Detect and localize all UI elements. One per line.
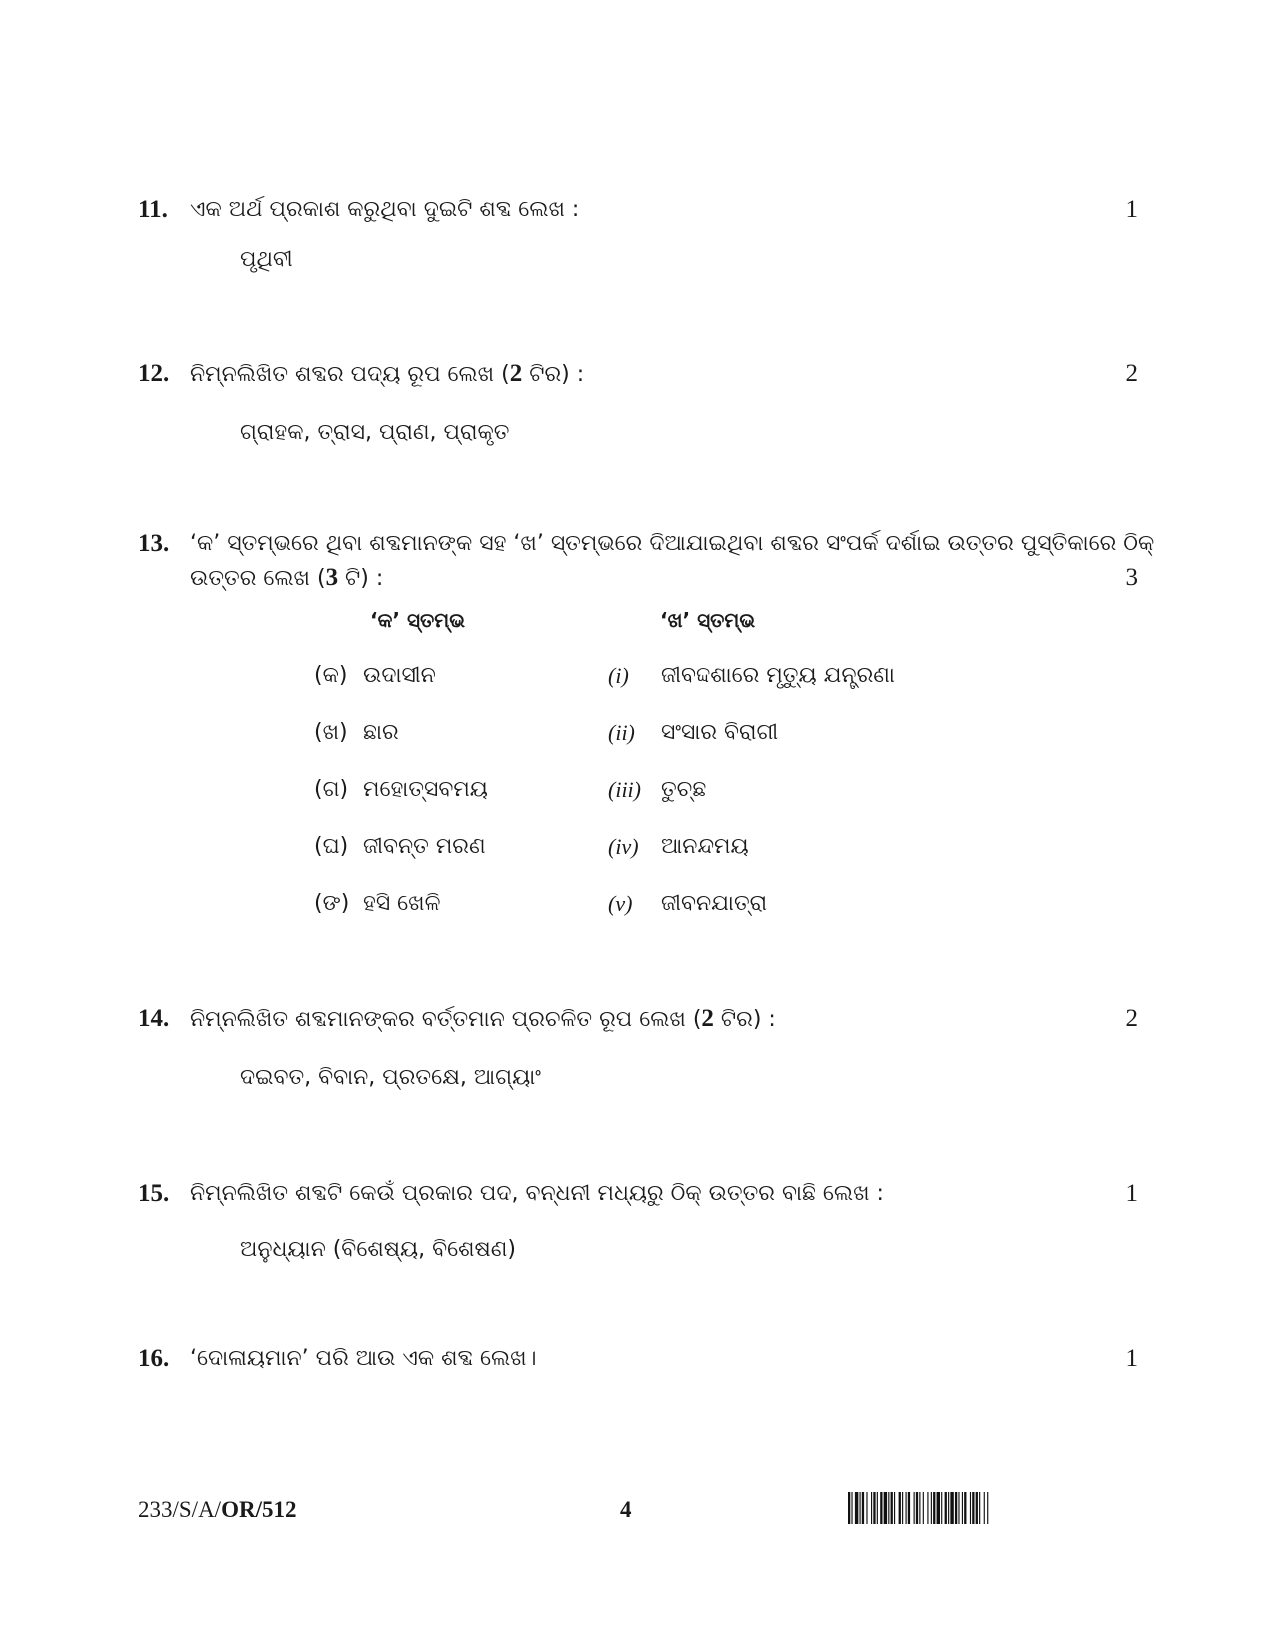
barcode-bar — [972, 1492, 974, 1524]
question-number: 12. — [138, 360, 170, 387]
column-b-label: (iii) — [608, 777, 641, 802]
column-b-label: (ii) — [608, 720, 635, 745]
column-a-label: (ଖ) — [314, 720, 348, 745]
column-b-text: ଜୀବନଯାତ୍ରା — [661, 891, 768, 916]
question-word: ପୃଥିବୀ — [240, 247, 293, 272]
question-16 — [138, 1343, 1138, 1375]
column-a-text: ଛାର — [363, 720, 399, 745]
question-number: 13. — [138, 530, 170, 557]
barcode-bar — [931, 1492, 932, 1524]
barcode-bar — [862, 1492, 864, 1524]
column-a-label: (ଗ) — [314, 777, 349, 802]
question-marks: 1 — [1125, 196, 1138, 223]
barcode-bar — [933, 1492, 935, 1524]
column-a-label: (ଙ) — [314, 891, 350, 916]
question-marks: 1 — [1125, 1180, 1138, 1207]
question-marks: 3 — [1125, 564, 1138, 591]
barcode-bar — [914, 1492, 915, 1524]
barcode-bar — [984, 1492, 985, 1524]
barcode-bar — [894, 1492, 895, 1524]
barcode-bar — [877, 1492, 878, 1524]
column-b-text: ସଂସାର ବିରାଗୀ — [661, 720, 779, 745]
barcode-bar — [916, 1492, 918, 1524]
question-text: ନିମ୍ନଲିଖିତ ଶବ୍ଦମାନଙ୍କର ବର୍ତ୍ତମାନ ପ୍ରଚଳିତ ରୂପ ଲେଖ (2 ଟିର) : — [190, 1005, 776, 1032]
barcode-bar — [880, 1492, 882, 1524]
question-text: ‘ଦୋଳାୟମାନ’ ପରି ଆଉ ଏକ ଶବ୍ଦ ଲେଖ। — [190, 1346, 537, 1371]
barcode-bar — [964, 1492, 966, 1524]
paper-code: 233/S/A/OR/512 — [138, 1497, 297, 1522]
column-b-text: ତୁଚ୍ଛ — [661, 777, 707, 802]
question-13 — [138, 528, 1155, 928]
barcode-bar — [955, 1492, 957, 1524]
barcode-bar — [902, 1492, 903, 1524]
column-b-label: (v) — [608, 891, 633, 916]
barcode-bar — [908, 1492, 910, 1524]
barcode-bar — [919, 1492, 920, 1524]
barcode-bar — [937, 1492, 940, 1524]
barcode-bar — [962, 1492, 963, 1524]
barcode-bar — [950, 1492, 953, 1524]
column-a-text: ହସି ଖେଳି — [363, 891, 441, 916]
column-b-label: (iv) — [608, 834, 639, 859]
column-a-text: ଉଦାସୀନ — [363, 663, 436, 688]
barcode-bar — [906, 1492, 907, 1524]
column-a-header: ‘କ’ ସ୍ତମ୍ଭ — [370, 608, 465, 632]
question-words: ଗ୍ରାହକ, ତ୍ରାସ, ପ୍ରାଣ, ପ୍ରାକୃତ — [240, 420, 510, 445]
column-b-header: ‘ଖ’ ସ୍ତମ୍ଭ — [660, 608, 756, 632]
barcode-bar — [866, 1492, 867, 1524]
barcode-bar — [884, 1492, 887, 1524]
barcode-bar — [970, 1492, 971, 1524]
question-number: 11. — [138, 196, 168, 223]
question-11 — [138, 194, 1138, 276]
question-14 — [138, 1003, 1138, 1094]
barcode-bar — [851, 1492, 852, 1524]
column-a-text: ମହୋତ୍ସବମୟ — [363, 777, 488, 802]
barcode-image — [848, 1492, 1138, 1524]
question-text-line1: ‘କ’ ସ୍ତମ୍ଭରେ ଥିବା ଶବ୍ଦମାନଙ୍କ ସହ ‘ଖ’ ସ୍ତମ୍ଭରେ ଦିଆଯାଇଥିବା ଶବ୍ଦର ସଂପର୍କ ଦର୍ଶାଇ ଉତ୍ତର ପୁସ୍ତିକାରେ ଠିକ୍ — [190, 531, 1155, 556]
barcode-bar — [958, 1492, 959, 1524]
barcode-bar — [873, 1492, 875, 1524]
question-text: ନିମ୍ନଲିଖିତ ଶବ୍ଦର ପଦ୍ୟ ରୂପ ଲେଖ (2 ଟିର) : — [190, 360, 585, 387]
question-text-line2: ଉତ୍ତର ଲେଖ (3 ଟି) : — [190, 564, 384, 591]
barcode-bar — [860, 1492, 861, 1524]
question-word: ଅନୁଧ୍ୟାନ (ବିଶେଷ୍ୟ, ବିଶେଷଣ) — [240, 1237, 516, 1262]
question-number: 16. — [138, 1345, 170, 1372]
barcode-bar — [941, 1492, 942, 1524]
question-text: ନିମ୍ନଲିଖିତ ଶବ୍ଦଟି କେଉଁ ପ୍ରକାର ପଦ, ବନ୍ଧନୀ ମଧ୍ୟରୁ ଠିକ୍ ଉତ୍ତର ବାଛି ଲେଖ : — [190, 1181, 884, 1206]
barcode-bar — [855, 1492, 858, 1524]
barcode-bar — [891, 1492, 893, 1524]
page-number: 4 — [620, 1497, 632, 1522]
question-12 — [138, 358, 1138, 449]
barcode-bar — [899, 1492, 901, 1524]
question-marks: 1 — [1125, 1345, 1138, 1372]
barcode-bar — [945, 1492, 947, 1524]
question-text: ଏକ ଅର୍ଥ ପ୍ରକାଶ କରୁଥିବା ଦୁଇଟି ଶବ୍ଦ ଲେଖ : — [190, 197, 580, 222]
question-words: ଦଇବତ, ବିବାନ, ପ୍ରତକ୍ଷେ, ଆଗ୍ୟାଂ — [240, 1065, 541, 1090]
question-marks: 2 — [1125, 360, 1138, 387]
barcode-bar — [948, 1492, 949, 1524]
question-15 — [138, 1178, 1138, 1266]
column-a-label: (ଘ) — [314, 834, 349, 859]
column-b-text: ଆନନ୍ଦମୟ — [661, 834, 749, 859]
barcode-bar — [871, 1492, 872, 1524]
barcode-bar — [987, 1492, 988, 1524]
column-b-text: ଜୀବଦ୍ଦଶାରେ ମୃତ୍ୟୁ ଯନ୍ତ୍ରଣା — [661, 663, 895, 688]
question-number: 15. — [138, 1180, 170, 1207]
question-number: 14. — [138, 1005, 170, 1032]
column-a-text: ଜୀବନ୍ତ ମରଣ — [363, 834, 486, 859]
barcode-bar — [923, 1492, 924, 1524]
barcode-bar — [979, 1492, 980, 1524]
column-b-label: (i) — [608, 663, 629, 688]
barcode-bar — [976, 1492, 978, 1524]
barcode-bar — [888, 1492, 889, 1524]
column-a-label: (କ) — [314, 663, 348, 688]
barcode-bar — [848, 1492, 850, 1524]
barcode-bar — [927, 1492, 928, 1524]
question-marks: 2 — [1125, 1005, 1138, 1032]
